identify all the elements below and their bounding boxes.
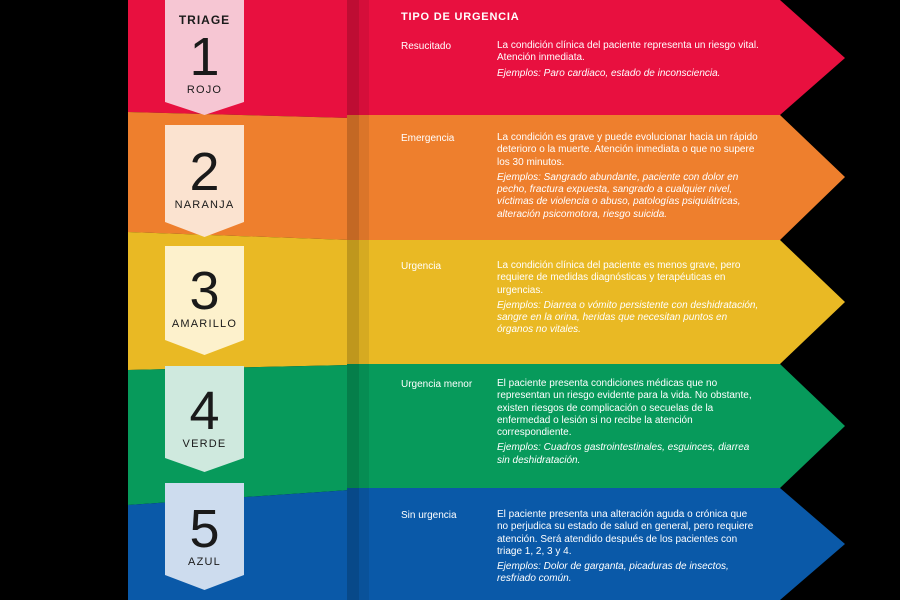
description: La condición clínica del paciente representa un riesgo vital. Atención inmediata. [497,40,759,64]
row-description-5 [497,509,759,586]
level-name: AMARILLO [171,318,238,330]
category-label: Urgencia menor [401,379,473,390]
row-description-1 [497,40,759,80]
examples: Ejemplos: Dolor de garganta, picaduras de insectos, resfriado común. [497,561,729,585]
category-label: Sin urgencia [401,510,457,521]
description: El paciente presenta condiciones médicas que no representan un riesgo evidente para la vida. No obstante, existen riesgos de complicación o secuelas de la enfermedad o lesión si no recibe la atención correspondiente. [497,378,752,439]
fold-shade-1 [347,0,359,600]
level-name: AZUL [188,556,221,568]
triage-title: TRIAGE [178,13,231,27]
examples: Ejemplos: Diarrea o vómito persistente con deshidratación, sangre en la orina, heridas que necesitan puntos en órganos no vitales. [497,299,759,336]
level-name: VERDE [182,438,227,450]
badge-5 [165,499,244,568]
column-header: TIPO DE URGENCIA [401,11,520,23]
examples: Ejemplos: Cuadros gastrointestinales, esguinces, diarrea sin deshidratación. [497,442,750,466]
row-description-2 [497,132,759,221]
examples: Ejemplos: Paro cardiaco, estado de inconsciencia. [497,67,721,79]
badge-2 [165,142,244,211]
row-description-3 [497,260,759,337]
row-description-4 [497,378,759,467]
category-label: Emergencia [401,133,455,144]
description: La condición clínica del paciente es menos grave, pero requiere de medidas diagnósticas y terapéuticas en urgencias. [497,260,741,296]
level-name: NARANJA [174,199,235,211]
triage-number: 3 [189,261,220,321]
badge-4 [165,381,244,450]
badge-1 [165,27,244,96]
badge-3 [165,261,244,330]
triage-number: 1 [189,27,220,87]
description: El paciente presenta una alteración aguda o crónica que no perjudica su estado de salud en general, pero requiere atención. Será atendido después de los pacientes con triage 1, 2, 3 y 4. [497,509,754,557]
description: La condición es grave y puede evolucionar hacia un rápido deterioro o la muerte. Atención inmediata o que no supere los 30 minutos. [497,132,758,168]
triage-number: 5 [189,499,220,559]
fold-shade-2 [359,0,369,600]
category-label: Urgencia [401,261,442,272]
triage-number: 4 [189,381,220,441]
triage-number: 2 [189,142,220,202]
category-label: Resucitado [401,41,452,52]
examples: Ejemplos: Sangrado abundante, paciente con dolor en pecho, fractura expuesta, sangrado a cualquier nivel, víctimas de violencia o abuso, patologías psiquiátricas, alteración psicomotora, riesgo suicida. [497,171,741,220]
level-name: ROJO [186,84,223,96]
